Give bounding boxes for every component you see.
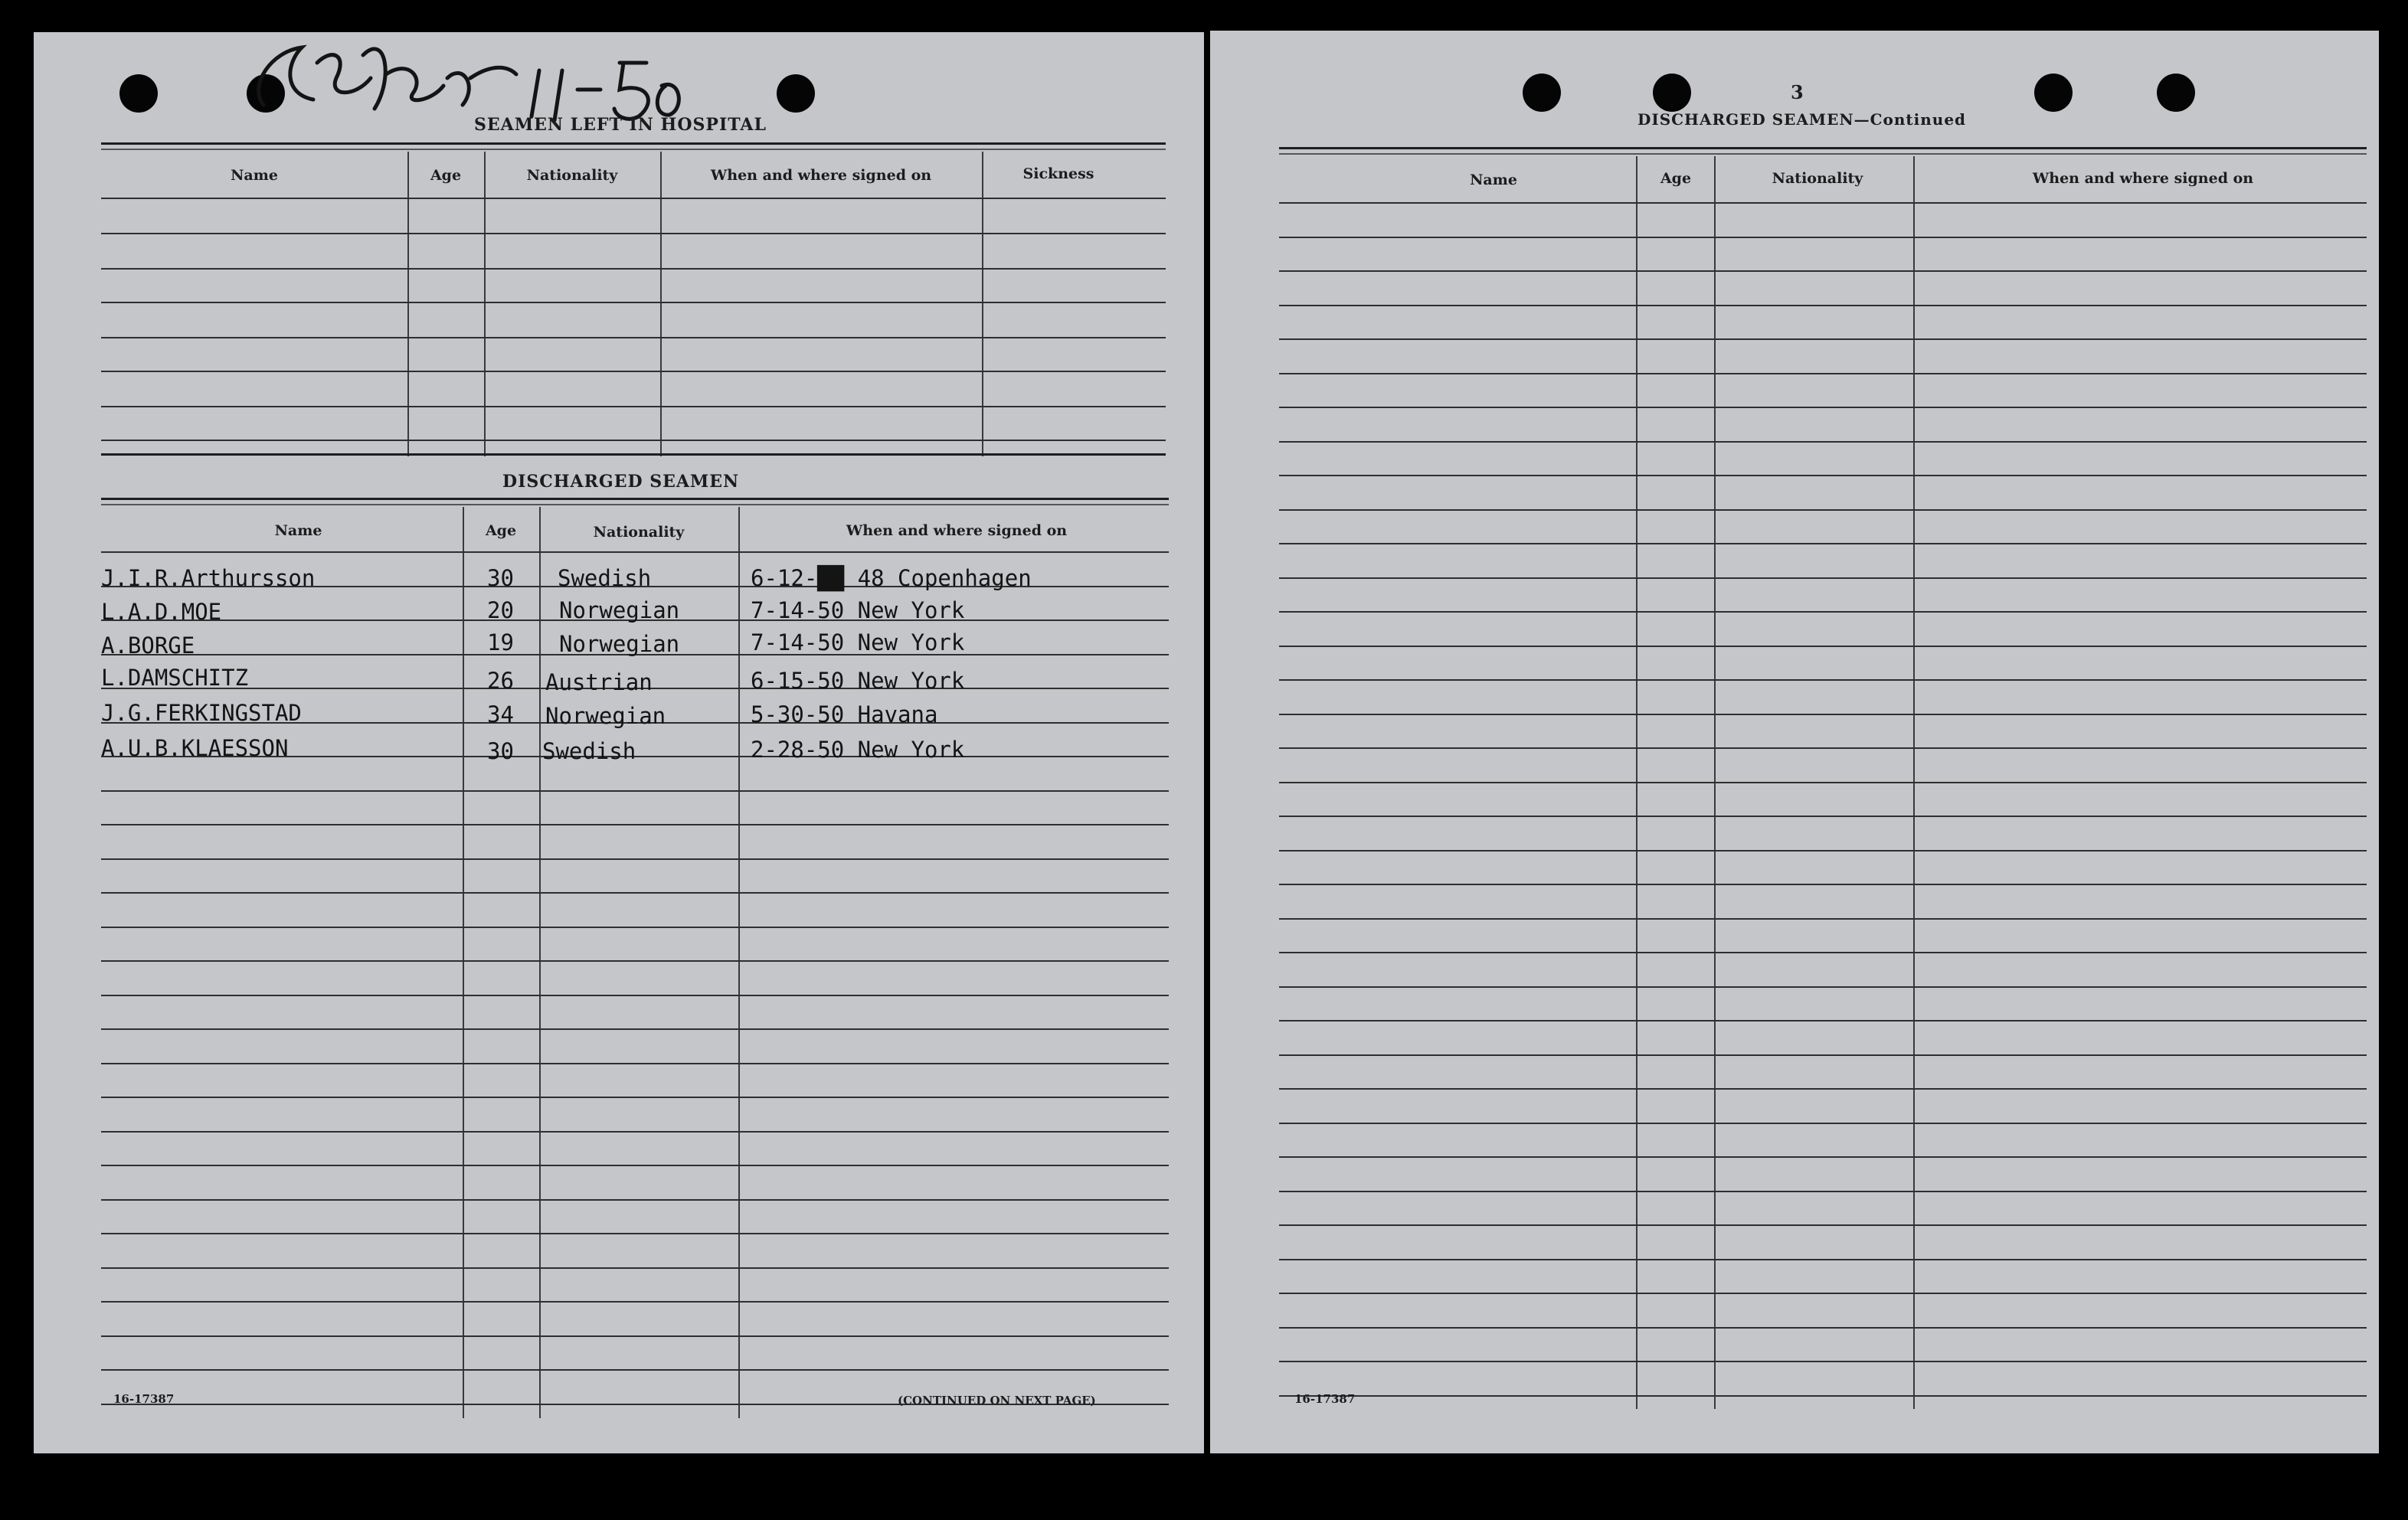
row-rule: [101, 198, 1166, 199]
discharged-col-age: Age: [485, 522, 517, 539]
row-rule: [101, 1063, 1169, 1064]
row-4-nationality: Austrian: [545, 669, 653, 695]
row-2-signed-on: 7-14-50 New York: [751, 597, 965, 623]
row-rule: [1279, 407, 2367, 408]
row-rule: [101, 440, 1166, 441]
row-5-nationality: Norwegian: [545, 703, 666, 729]
hospital-col-age: Age: [430, 167, 462, 184]
row-rule: [1279, 782, 2367, 783]
row-4-signed-on: 6-15-50 New York: [751, 668, 965, 694]
row-rule: [1279, 884, 2367, 885]
row-rule: [1279, 1054, 2367, 1056]
col-divider: [539, 507, 541, 1418]
hospital-col-signed-on: When and where signed on: [710, 167, 932, 184]
row-3-name: A.BORGE: [101, 633, 195, 659]
row-rule: [1279, 1259, 2367, 1260]
row-rule: [101, 406, 1166, 407]
row-rule: [101, 1301, 1169, 1303]
row-3-signed-on: 7-14-50 New York: [751, 629, 965, 655]
row-1-signed-on: 6-12-██ 48 Copenhagen: [751, 565, 1032, 591]
row-rule: [101, 233, 1166, 234]
row-rule: [101, 1028, 1169, 1030]
row-rule: [101, 1233, 1169, 1234]
row-1-name: J.I.R.Arthursson: [101, 565, 316, 591]
rule: [1279, 153, 2367, 155]
right-col-nationality: Nationality: [1772, 170, 1863, 187]
row-1-nationality: Swedish: [558, 565, 652, 591]
row-2-nationality: Norwegian: [559, 597, 680, 623]
hospital-col-sickness: Sickness: [1022, 165, 1094, 182]
col-divider: [463, 507, 464, 1418]
row-rule: [1279, 441, 2367, 443]
discharged-col-nationality: Nationality: [593, 524, 685, 541]
page-number: 3: [1791, 81, 1804, 103]
row-rule: [1279, 509, 2367, 511]
row-rule: [101, 858, 1169, 860]
right-page: [1210, 31, 2379, 1453]
row-4-name: L.DAMSCHITZ: [101, 665, 249, 691]
row-1-age: 30: [487, 565, 514, 591]
row-rule: [101, 551, 1169, 553]
row-2-age: 20: [487, 597, 514, 623]
row-rule: [101, 1267, 1169, 1269]
row-rule: [101, 927, 1169, 928]
row-rule: [101, 371, 1166, 372]
rule: [101, 142, 1166, 145]
hospital-section-title: SEAMEN LEFT IN HOSPITAL: [474, 115, 767, 135]
punch-hole: [1523, 74, 1561, 112]
row-5-age: 34: [487, 701, 514, 727]
row-3-age: 19: [487, 629, 514, 655]
continued-note: (CONTINUED ON NEXT PAGE): [898, 1394, 1096, 1407]
row-rule: [1279, 646, 2367, 647]
row-rule: [101, 790, 1169, 792]
row-rule: [1279, 679, 2367, 681]
row-rule: [1279, 1020, 2367, 1022]
row-rule: [101, 1369, 1169, 1371]
row-rule: [1279, 611, 2367, 613]
row-rule: [1279, 747, 2367, 749]
row-rule: [1279, 918, 2367, 920]
row-6-nationality: Swedish: [542, 738, 636, 764]
row-rule: [101, 302, 1166, 303]
row-rule: [1279, 577, 2367, 579]
rule: [101, 453, 1166, 456]
row-rule: [101, 1335, 1169, 1337]
row-3-nationality: Norwegian: [559, 631, 680, 657]
row-rule: [1279, 850, 2367, 852]
row-rule: [101, 1199, 1169, 1201]
row-rule: [101, 337, 1166, 338]
row-rule: [1279, 202, 2367, 204]
row-rule: [1279, 1123, 2367, 1124]
left-page: [34, 32, 1204, 1453]
right-form-number: 16-17387: [1294, 1392, 1356, 1406]
row-rule: [1279, 1293, 2367, 1294]
row-rule: [1279, 338, 2367, 340]
punch-hole: [1653, 74, 1691, 112]
row-rule: [1279, 1191, 2367, 1192]
row-rule: [1279, 714, 2367, 715]
row-rule: [101, 1097, 1169, 1098]
row-6-signed-on: 2-28-50 New York: [751, 737, 965, 763]
row-rule: [1279, 1395, 2367, 1397]
punch-hole: [2157, 74, 2195, 112]
row-rule: [1279, 1361, 2367, 1362]
discharged-col-signed-on: When and where signed on: [846, 522, 1068, 539]
row-rule: [1279, 237, 2367, 238]
row-rule: [1279, 952, 2367, 953]
row-rule: [1279, 305, 2367, 306]
row-rule: [1279, 1156, 2367, 1158]
right-col-name: Name: [1470, 172, 1517, 188]
row-rule: [101, 995, 1169, 996]
form-number: 16-17387: [113, 1392, 175, 1406]
punch-hole: [777, 74, 815, 113]
row-rule: [1279, 373, 2367, 374]
row-5-signed-on: 5-30-50 Havana: [751, 701, 938, 727]
row-rule: [1279, 270, 2367, 272]
punch-hole: [2034, 74, 2073, 112]
row-5-name: J.G.FERKINGSTAD: [101, 700, 302, 726]
row-rule: [1279, 1088, 2367, 1090]
row-rule: [101, 1165, 1169, 1166]
row-rule: [1279, 1224, 2367, 1226]
row-rule: [101, 824, 1169, 825]
row-rule: [101, 892, 1169, 894]
discharged-section-title: DISCHARGED SEAMEN: [502, 472, 740, 492]
row-rule: [1279, 1327, 2367, 1329]
rule: [101, 498, 1169, 500]
row-6-age: 30: [487, 738, 514, 764]
row-rule: [101, 268, 1166, 270]
rule: [101, 149, 1166, 150]
right-col-signed-on: When and where signed on: [2032, 170, 2254, 187]
discharged-col-name: Name: [274, 522, 322, 539]
right-section-title: DISCHARGED SEAMEN—Continued: [1638, 110, 1967, 129]
rule: [101, 504, 1169, 505]
row-2-name: L.A.D.MOE: [101, 599, 222, 625]
row-rule: [1279, 475, 2367, 476]
col-divider: [738, 507, 740, 1418]
row-rule: [101, 960, 1169, 962]
row-6-name: A.U.B.KLAESSON: [101, 735, 289, 761]
right-col-age: Age: [1660, 170, 1692, 187]
punch-hole: [119, 74, 158, 113]
row-rule: [1279, 543, 2367, 544]
row-rule: [101, 1131, 1169, 1133]
rule: [1279, 147, 2367, 149]
hospital-col-name: Name: [231, 167, 278, 184]
row-4-age: 26: [487, 668, 514, 694]
hospital-col-nationality: Nationality: [526, 167, 618, 184]
row-rule: [1279, 816, 2367, 817]
row-rule: [1279, 986, 2367, 988]
